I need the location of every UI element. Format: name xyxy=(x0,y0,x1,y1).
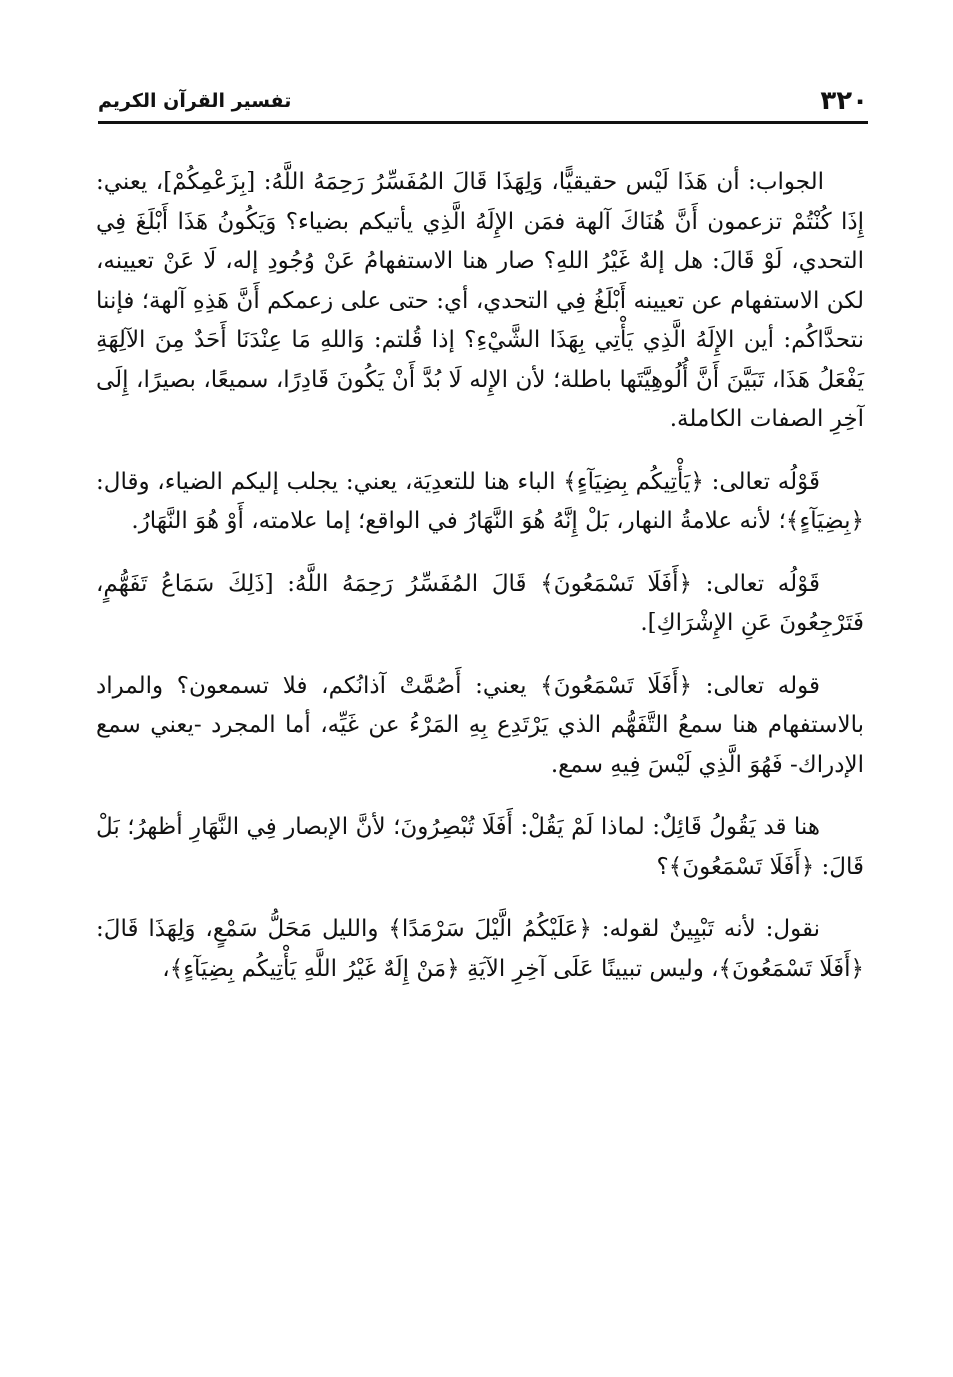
book-title: تفسير القرآن الكريم xyxy=(98,90,292,112)
paragraph: قَوْلُه تعالى: ﴿يَأْتِيكُم بِضِيَآءٍ﴾ الباء هنا للتعدِيَة، يعني: يجلب إليكم الضياء، وقال: ﴿بِضِيَآءٍ﴾؛ لأنه علامةُ النهار، بَلْ إِنَّهُ هُوَ النَّهَارُ في الواقع؛ إما علامته، أَوْ هُوَ النَّهَارُ. xyxy=(96,468,864,534)
page-number: ٣٢٠ xyxy=(820,86,868,116)
paragraph: هنا قد يَقُولُ قَائِلٌ: لماذا لَمْ يَقُلْ: أَفَلَا تُبْصِرُونَ؛ لأنَّ الإبصار فِي النَّهَارِ أظهرُ؛ بَلْ قَالَ: ﴿أَفَلَا تَسْمَعُونَ﴾؟ xyxy=(96,814,864,880)
header-rule xyxy=(98,121,868,124)
paragraph: نقول: لأنه تَبْيِينٌ لقوله: ﴿عَلَيْكُمُ الَّيْلَ سَرْمَدًا﴾ والليل مَحَلُّ سَمْعٍ، وَلِهَذَا قَالَ: ﴿أَفَلَا تَسْمَعُونَ﴾، وليس تبيينًا عَلَى آخِرِ الآيَةِ ﴿مَنْ إِلَهٌ غَيْرُ اللَّهِ يَأْتِيكُم بِضِيَآءٍ﴾، xyxy=(96,916,864,982)
paragraph: قَوْلُه تعالى: ﴿أَفَلَا تَسْمَعُونَ﴾ قَالَ المُفَسِّرُ رَحِمَهُ اللَّهُ: [ذَلِكَ سَمَاعُ تَفَهُّمٍ، فَتَرْجِعُونَ عَنِ الإِشْرَاكِ]. xyxy=(96,570,864,636)
paragraph: قوله تعالى: ﴿أَفَلَا تَسْمَعُونَ﴾ يعني: أَصُمَّتْ آذانُكم، فلا تسمعون؟ والمراد بالاستفهام هنا سمعُ التَّفَهُّم الذي يَرْتَدِع بِهِ المَرْءُ عن غَيِّه، أما المجرد -يعني سمع الإدراك- فَهُوَ الَّذِي لَيْسَ فِيهِ سمع. xyxy=(96,672,864,778)
paragraph: الجواب: أن هَذَا لَيْس حقيقيًّا، وَلِهَذَا قَالَ المُفَسِّرُ رَحِمَهُ اللَّهُ: [بِزَعْمِكُمْ]، يعني: إِذَا كُنْتُمْ تزعمون أَنَّ هُنَاكَ آلهة فمَن الإِلَهُ الَّذِي يأتيكم بضياء؟ وَيَكُونُ هَذَا أَبْلَغَ فِي التحدي، لَوْ قَالَ: هل إلهٌ غَيْرُ اللهِ؟ صار هنا الاستفهامُ عَنْ وُجُودِ إله، لَا عَنْ تعيينه، لكن الاستفهام عن تعيينه أَبْلَغُ فِي التحدي، أي: حتى على زعمكم أَنَّ هَذِهِ آلهة؛ فإننا نتحدَّاكُم: أين الإِلَهُ الَّذِي يَأْتِي بِهَذَا الشَّيْءِ؟ إذا قُلتم: وَاللهِ مَا عِنْدَنَا أَحَدٌ مِنَ الآلِهَةِ يَفْعَلُ هَذَا، تَبَيَّنَ أَنَّ أُلُوهِيَّتَها باطلة؛ لأن الإِله لَا بُدَّ أَنْ يَكُونَ قَادِرًا، سميعًا، بصيرًا، إِلَى آخِرِ الصفات الكاملة. xyxy=(96,169,864,432)
page-body xyxy=(96,163,864,1012)
page-header xyxy=(98,82,868,122)
